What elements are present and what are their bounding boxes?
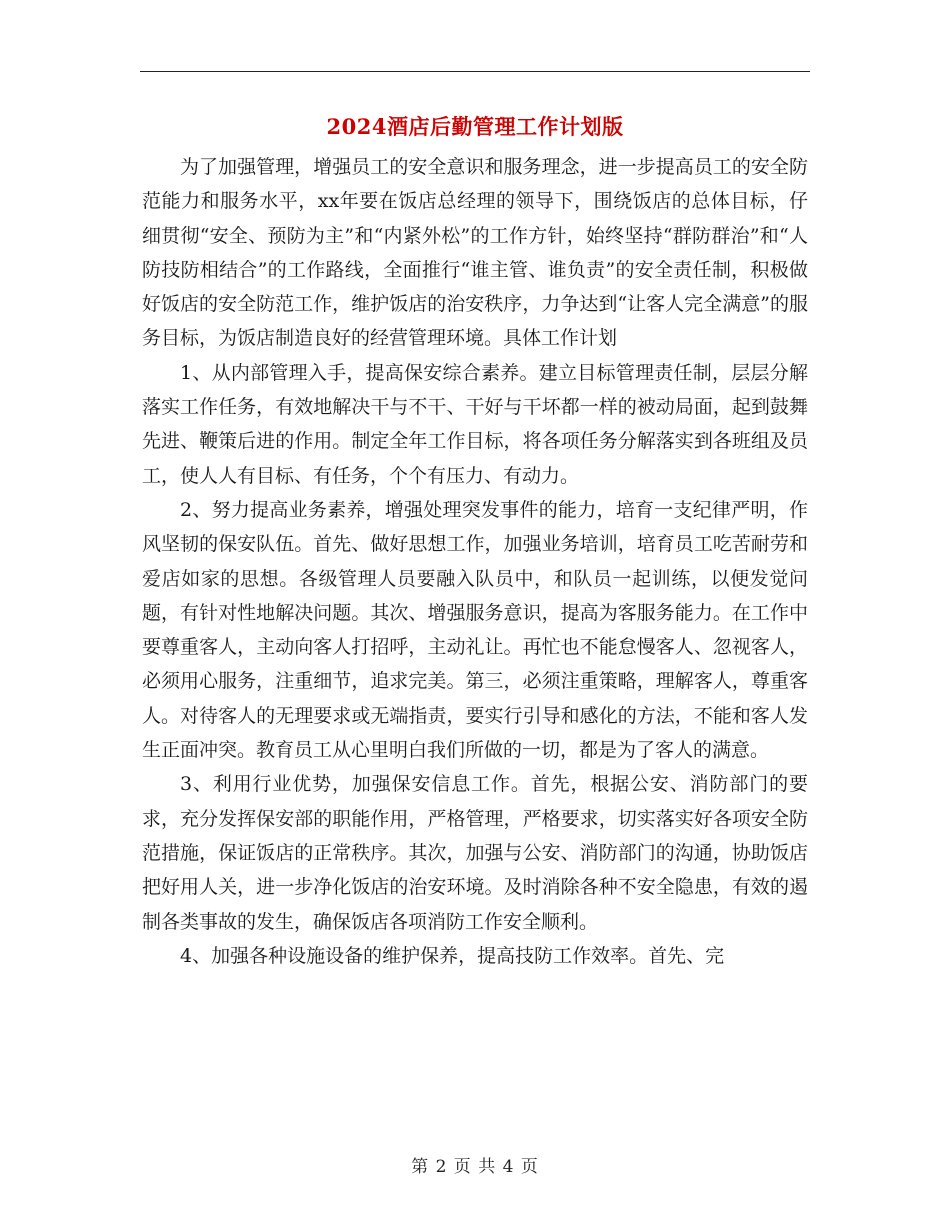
footer-suffix: 页 [520, 1157, 539, 1177]
paragraph-item-4: 4、加强各种设施设备的维护保养，提高技防工作效率。首先、完 [180, 944, 725, 967]
header-rule [140, 71, 810, 72]
paragraph-item-3: 3、利用行业优势，加强保安信息工作。首先，根据公安、消防部门的要求，充分发挥保安部的职能作用，严格管理，严格要求，切实落实好各项安全防范措施，保证饭店的正常秩序。其次，加强与公安、消防部门的沟通，协助饭店把好用人关，进一步净化饭店的治安环境。及时消除各种不安全隐患，有效的遏制各类事故的发生，确保饭店各项消防工作安全顺利。 [142, 773, 808, 933]
document-title: 2024酒店后勤管理工作计划版 [326, 114, 624, 139]
document-body [142, 150, 808, 973]
paragraph-intro: 为了加强管理，增强员工的安全意识和服务理念，进一步提高员工的安全防范能力和服务水平，xx年要在饭店总经理的领导下，围绕饭店的总体目标，仔细贯彻“安全、预防为主”和“内紧外松”的工作方针，始终坚持“群防群治”和“人防技防相结合”的工作路线，全面推行“谁主管、谁负责”的安全责任制，积极做好饭店的安全防范工作，维护饭店的治安秩序，力争达到“让客人完全满意”的服务目标，为饭店制造良好的经营管理环境。具体工作计划 [142, 156, 808, 350]
footer-current-page: 2 [435, 1157, 448, 1177]
paragraph-item-1: 1、从内部管理入手，提高保安综合素养。建立目标管理责任制，层层分解落实工作任务，有效地解决干与不干、干好与干坏都一样的被动局面，起到鼓舞先进、鞭策后进的作用。制定全年工作目标，将各项任务分解落实到各班组及员工，使人人有目标、有任务，个个有压力、有动力。 [142, 361, 808, 487]
page-number-footer [0, 1152, 950, 1177]
footer-total-pages: 4 [502, 1157, 515, 1177]
footer-middle: 页 共 [453, 1157, 497, 1177]
footer-prefix: 第 [411, 1157, 430, 1177]
paragraph-item-2: 2、努力提高业务素养，增强处理突发事件的能力，培育一支纪律严明，作风坚韧的保安队伍。首先、做好思想工作，加强业务培训，培育员工吃苦耐劳和爱店如家的思想。各级管理人员要融入队员中，和队员一起训练，以便发觉问题，有针对性地解决问题。其次、增强服务意识，提高为客服务能力。在工作中要尊重客人，主动向客人打招呼，主动礼让。再忙也不能怠慢客人、忽视客人，必须用心服务，注重细节，追求完美。第三，必须注重策略，理解客人，尊重客人。对待客人的无理要求或无端指责，要实行引导和感化的方法，不能和客人发生正面冲突。教育员工从心里明白我们所做的一切，都是为了客人的满意。 [142, 498, 808, 762]
